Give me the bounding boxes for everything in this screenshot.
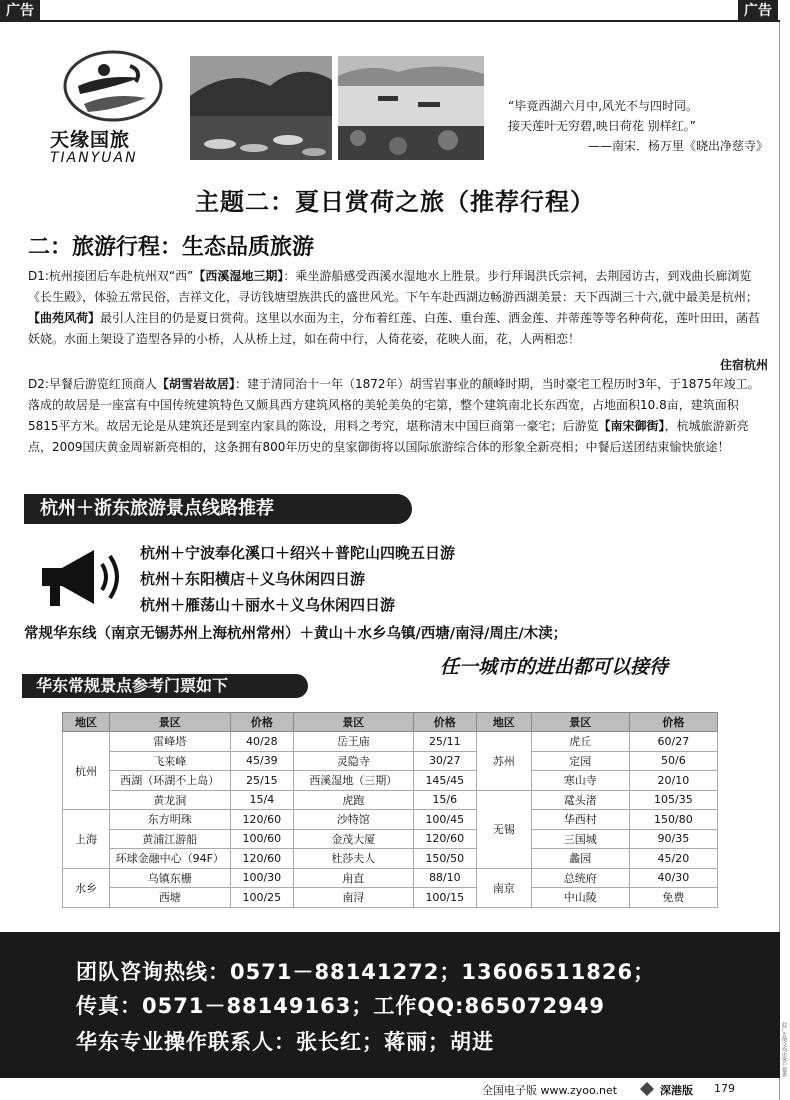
poem-line-1: “毕竟西湖六月中,风光不与四时同。 (508, 99, 699, 113)
d2-highlight-yujie: 【南宋御街】 (598, 419, 665, 433)
table-cell: 中山陵 (531, 888, 629, 908)
logo-name-en: TIANYUAN (50, 150, 138, 166)
table-cell: 定园 (531, 751, 629, 771)
d1-intro: D1:杭州接团后车赴杭州双“西” (28, 269, 194, 283)
col-price: 价格 (629, 713, 717, 732)
route-3: 杭州＋雁荡山＋丽水＋义乌休闲四日游 (140, 596, 396, 614)
poem-line-2: 接天莲叶无穷碧,映日荷花 别样红。” (508, 119, 696, 133)
table-cell: 鼋头渚 (531, 790, 629, 810)
hotline-text: 团队咨询热线：0571－88141272；13606511826； (76, 960, 656, 984)
col-region: 地区 (63, 713, 110, 732)
d2-highlight-huxueyan: 【胡雪岩故居】 (156, 377, 235, 391)
table-cell: 三国城 (531, 829, 629, 849)
table-cell: 黄龙洞 (110, 790, 230, 810)
table-cell: 沙特馆 (294, 810, 413, 830)
table-cell: 虎跑 (294, 790, 413, 810)
table-cell: 西塘 (110, 888, 230, 908)
d2-intro: D2:早餐后游览红顶商人 (28, 377, 157, 391)
region-cell: 无锡 (477, 790, 532, 868)
contact-footer (0, 932, 780, 1078)
table-row (63, 771, 718, 791)
routes-banner: 杭州＋浙东旅游景点线路推荐 (24, 494, 412, 524)
table-cell: 25/15 (230, 771, 294, 791)
table-cell: 总统府 (531, 868, 629, 888)
table-row (63, 790, 718, 810)
region-cell: 杭州 (63, 732, 110, 810)
table-cell: 25/11 (413, 732, 477, 752)
edition-region: 深港版 (660, 1084, 693, 1097)
table-cell: 15/6 (413, 790, 477, 810)
d1-body-2: 最引人注目的仍是夏日赏荷。这里以水面为主，分布着红莲、白莲、重台莲、洒金莲、并蒂莲等等名种荷花，莲叶田田，菡萏妖娆。水面上架设了造型各异的小桥，人从桥上过，如在荷中行，人倚花姿，花映人面，花，人两相恋！ (28, 311, 761, 346)
d1-highlight-quyuan: 【曲苑风荷】 (28, 311, 101, 325)
poem-block (508, 96, 768, 156)
table-header-row (63, 713, 718, 732)
table-cell: 45/39 (230, 751, 294, 771)
table-cell: 45/20 (629, 849, 717, 869)
d2-body-2: ，杭城旅游新亮点，2009国庆黄金周崭新亮相的，这条拥有800年历史的皇家御街将以国际旅游综合体的形象全新亮相；中餐后送团结束愉快旅途！ (28, 419, 749, 454)
table-cell: 100/45 (413, 810, 477, 830)
section-title: 二：旅游行程：生态品质旅游 (28, 235, 315, 260)
side-note: 此广告图文均由客户提供 (781, 1022, 787, 1077)
table-cell: 50/6 (629, 751, 717, 771)
table-cell: 寒山寺 (531, 771, 629, 791)
table-cell: 30/27 (413, 751, 477, 771)
d1-highlight-xixi: 【西溪湿地三期】 (193, 269, 284, 283)
table-cell: 40/30 (629, 868, 717, 888)
table-cell: 蠡园 (531, 849, 629, 869)
ad-label-right: 广告 (738, 0, 778, 22)
table-cell: 150/50 (413, 849, 477, 869)
col-region: 地区 (477, 713, 532, 732)
region-cell: 上海 (63, 810, 110, 869)
col-price: 价格 (413, 713, 477, 732)
table-cell: 120/60 (230, 810, 294, 830)
table-cell: 黄浦江游船 (110, 829, 230, 849)
d1-body: ：乘坐游船感受西溪水湿地水上胜景。步行拜谒洪氏宗祠，去荆园访古，到戏曲长廊浏览《长生殿》，体验五常民俗，吉祥文化，寻访钱塘望族洪氏的盛世风光。下午车赴西湖边畅游西湖美景：天下西湖三十六,就中最美是杭州； (28, 269, 758, 304)
table-row (63, 868, 718, 888)
itinerary-day-2 (28, 374, 768, 458)
table-cell: 120/60 (230, 849, 294, 869)
table-cell: 西溪湿地（三期） (294, 771, 413, 791)
table-row (63, 732, 718, 752)
poem-source: ——南宋．杨万里《晓出净慈寺》 (587, 139, 768, 153)
company-logo (50, 48, 180, 166)
table-cell: 金茂大厦 (294, 829, 413, 849)
table-cell: 环球金融中心（94F） (110, 849, 230, 869)
any-city-note: 任一城市的进出都可以接待 (440, 656, 669, 678)
table-row (63, 888, 718, 908)
table-cell: 15/4 (230, 790, 294, 810)
table-cell: 华西村 (531, 810, 629, 830)
table-cell: 100/60 (230, 829, 294, 849)
table-cell: 100/30 (230, 868, 294, 888)
table-cell: 飞来峰 (110, 751, 230, 771)
table-cell: 105/35 (629, 790, 717, 810)
table-cell: 灵隐寺 (294, 751, 413, 771)
theme-title: 主题二：夏日赏荷之旅（推荐行程） (195, 188, 595, 216)
table-row (63, 751, 718, 771)
table-cell: 88/10 (413, 868, 477, 888)
table-cell: 免费 (629, 888, 717, 908)
lotus-pond-photo (190, 56, 332, 160)
table-cell: 100/15 (413, 888, 477, 908)
edition-text: 全国电子版 www.zyoo.net (482, 1084, 618, 1097)
table-cell: 岳王庙 (294, 732, 413, 752)
west-lake-boats-photo (338, 56, 484, 160)
d2-body: ：建于清同治十一年（1872年）胡雪岩事业的颠峰时期，当时豪宅工程历时3年，于1875年竣工。落成的故居是一座富有中国传统建筑特色又颇具西方建筑风格的美轮美奂的宅第，整个建筑南北长东西宽，占地面积10.8亩，建筑面积5815平方米。故居无论是从建筑还是到室内家具的陈设，用料之考究，堪称清末中国巨商第一豪宅；后游览 (28, 377, 760, 433)
table-cell: 东方明珠 (110, 810, 230, 830)
col-price: 价格 (230, 713, 294, 732)
region-cell: 南京 (477, 868, 532, 907)
region-cell: 苏州 (477, 732, 532, 791)
table-cell: 虎丘 (531, 732, 629, 752)
logo-name-cn: 天缘国旅 (50, 129, 131, 151)
page-number: 179 (714, 1082, 735, 1095)
ad-label-left: 广告 (0, 0, 40, 22)
table-cell: 南浔 (294, 888, 413, 908)
logo-emblem-icon (50, 48, 180, 126)
itinerary-day-1 (28, 266, 768, 350)
ticket-price-table (62, 712, 718, 908)
region-cell: 水乡 (63, 868, 110, 907)
table-row (63, 829, 718, 849)
table-cell: 60/27 (629, 732, 717, 752)
fax-qq-text: 传真：0571－88149163；工作QQ:865072949 (76, 994, 605, 1018)
contact-person-text: 华东专业操作联系人：张长红；蒋丽；胡进 (76, 1030, 494, 1054)
table-cell: 120/60 (413, 829, 477, 849)
megaphone-icon (32, 542, 128, 618)
table-cell: 乌镇东栅 (110, 868, 230, 888)
diamond-logo-icon (640, 1081, 654, 1100)
table-cell: 100/25 (230, 888, 294, 908)
table-cell: 150/80 (629, 810, 717, 830)
tickets-banner: 华东常规景点参考门票如下 (22, 674, 308, 698)
table-cell: 西湖（环湖不上岛） (110, 771, 230, 791)
route-4: 常规华东线（南京无锡苏州上海杭州常州）＋黄山＋水乡乌镇/西塘/南浔/周庄/木渎； (24, 626, 568, 642)
col-spot: 景区 (294, 713, 413, 732)
col-spot: 景区 (110, 713, 230, 732)
table-cell: 90/35 (629, 829, 717, 849)
col-spot: 景区 (531, 713, 629, 732)
route-1: 杭州＋宁波奉化溪口＋绍兴＋普陀山四晚五日游 (140, 544, 456, 562)
table-cell: 145/45 (413, 771, 477, 791)
table-cell: 40/28 (230, 732, 294, 752)
table-row (63, 849, 718, 869)
route-2: 杭州＋东阳横店＋义乌休闲四日游 (140, 570, 366, 588)
d1-stay: 住宿杭州 (719, 358, 768, 372)
top-rule (0, 20, 780, 22)
table-cell: 雷峰塔 (110, 732, 230, 752)
table-cell: 甪直 (294, 868, 413, 888)
table-row (63, 810, 718, 830)
table-cell: 20/10 (629, 771, 717, 791)
table-cell: 杜莎夫人 (294, 849, 413, 869)
